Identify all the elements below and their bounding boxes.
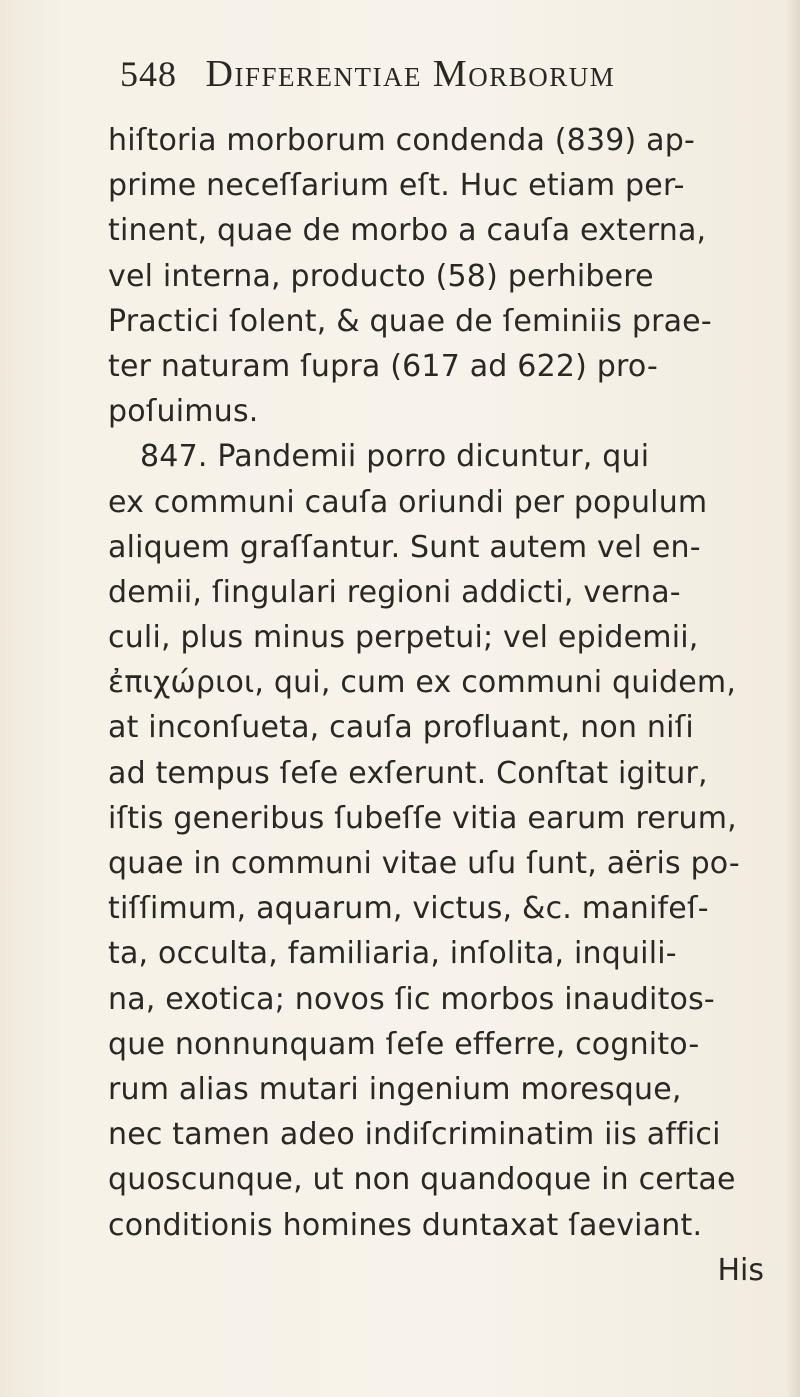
page-edge-shadow: [786, 0, 800, 1397]
text-line-24: quoscunque, ut non quandoque in certae: [108, 1162, 736, 1198]
text-line-5: Practici ſolent, & quae de ſeminiis prae-: [108, 303, 712, 339]
text-line-13: ἐπιχώριοι, qui, cum ex communi quidem,: [108, 665, 737, 701]
text-line-15: ad tempus ſeſe exſerunt. Conſtat igitur,: [108, 755, 708, 791]
text-line-7: poſuimus.: [108, 394, 259, 430]
running-head: [120, 52, 720, 102]
text-line-16: iſtis generibus ſubeſſe vitia earum rerum,: [108, 800, 737, 836]
text-line-3: tinent, quae de morbo a cauſa externa,: [108, 213, 707, 249]
text-line-19: ta, occulta, familiaria, inſolita, inquili-: [108, 936, 677, 972]
text-line-6: ter naturam ſupra (617 ad 622) pro-: [108, 348, 659, 384]
text-line-18: tiſſimum, aquarum, victus, &c. manifeſ-: [108, 891, 709, 927]
text-line-9: ex communi cauſa oriundi per populum: [108, 484, 708, 520]
text-line-10: aliquem graſſantur. Sunt autem vel en-: [108, 529, 701, 565]
body-text: [108, 118, 778, 1293]
text-line-22: rum alias mutari ingenium moresque,: [108, 1071, 682, 1107]
page-number: 548: [120, 54, 177, 94]
catchword: His: [717, 1252, 764, 1288]
text-line-4: vel interna, producto (58) perhibere: [108, 258, 654, 294]
text-line-2: prime neceſſarium eſt. Huc etiam per-: [108, 168, 685, 204]
section-847-start: 847. Pandemii porro dicuntur, qui: [140, 439, 650, 475]
text-line-25: conditionis homines duntaxat ſaeviant.: [108, 1207, 703, 1243]
running-title: Differentiae Morborum: [205, 53, 616, 95]
text-line-20: na, exotica; novos ſic morbos inauditos-: [108, 981, 715, 1017]
text-line-23: nec tamen adeo indiſcriminatim iis affici: [108, 1117, 721, 1153]
text-line-1: hiſtoria morborum condenda (839) ap-: [108, 123, 696, 158]
text-line-11: demii, ſingulari regioni addicti, verna-: [108, 574, 681, 610]
text-line-14: at inconſueta, cauſa profluant, non niſi: [108, 710, 694, 746]
text-line-17: quae in communi vitae uſu ſunt, aëris po-: [108, 846, 740, 881]
text-line-21: que nonnunquam ſeſe efferre, cognito-: [108, 1026, 700, 1062]
text-line-12: culi, plus minus perpetui; vel epidemii,: [108, 620, 699, 656]
